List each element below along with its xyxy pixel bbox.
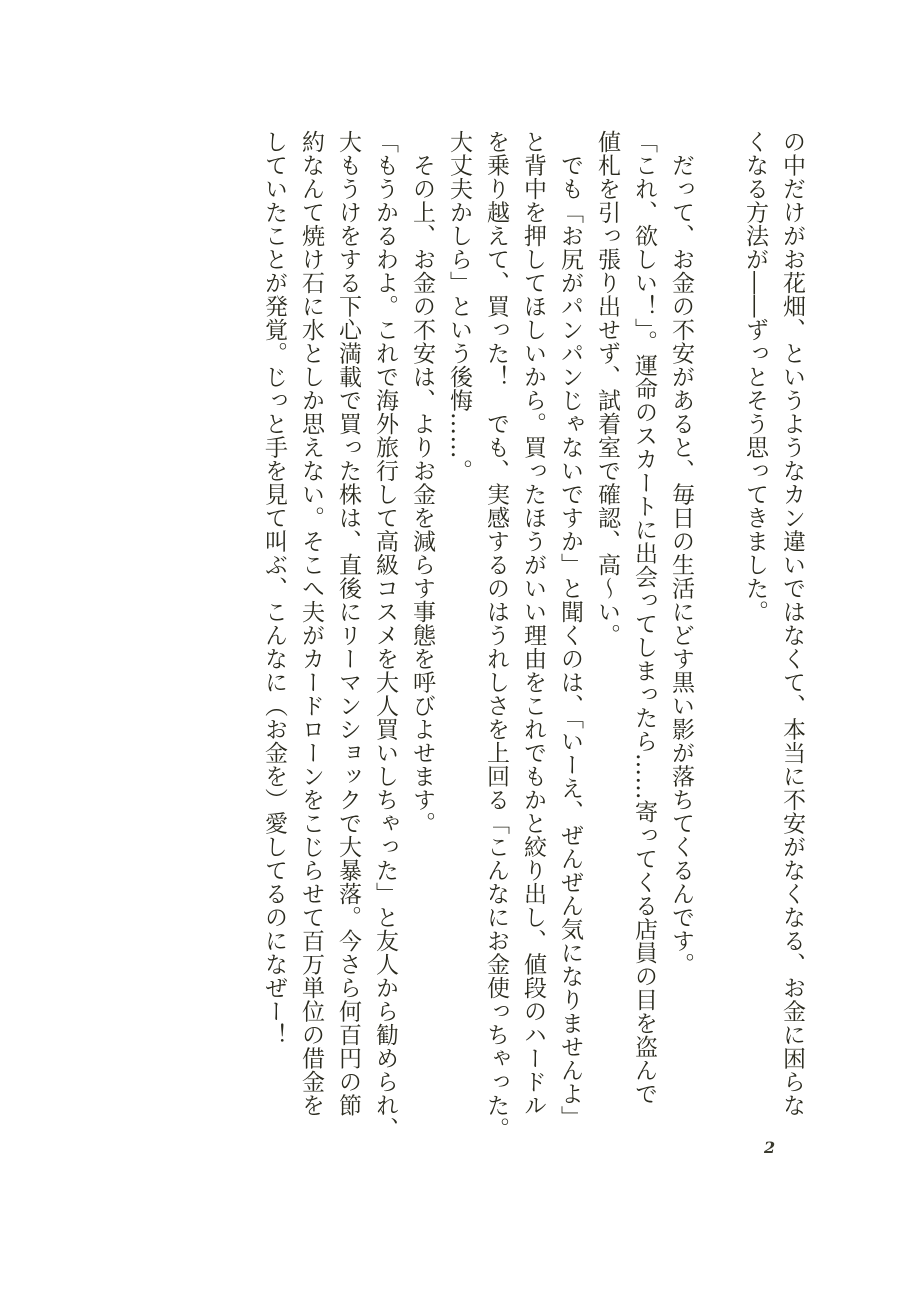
blank-line bbox=[699, 130, 736, 1050]
text-line: 大丈夫かしら」という後悔……。 bbox=[446, 130, 472, 483]
text-line: 「もうかるわよ。これで海外旅行して高級コスメを大人買いしちゃった」と友人から勧められ、 bbox=[372, 130, 398, 1141]
text-line: だって、お金の不安があると、毎日の生活にどす黒い影が落ちてくるんです。 bbox=[668, 130, 694, 976]
text-line: 値札を引っ張り出せず、試着室で確認、高〜い。 bbox=[594, 130, 620, 647]
vertical-text-body bbox=[195, 130, 810, 1141]
text-line: でも「お尻がパンパンじゃないですか」と聞くのは、「いーえ、ぜんぜん気になりませんよ」 bbox=[557, 130, 583, 1129]
page-number: 2 bbox=[764, 1138, 776, 1157]
text-line: 「これ、欲しい！」。運命のスカートに出会ってしまったら……寄ってくる店員の目を盗んで bbox=[631, 130, 657, 1106]
text-line: の中だけがお花畑、というようなカン違いではなくて、本当に不安がなくなる、お金に困らな bbox=[779, 130, 805, 1117]
text-line: その上、お金の不安は、よりお金を減らす事態を呼びよせます。 bbox=[409, 130, 435, 835]
text-line: 大もうけをする下心満載で買った株は、直後にリーマンショックで大暴落。今さら何百円の節 bbox=[335, 130, 361, 1117]
text-line: くなる方法が――ずっとそう思ってきました。 bbox=[742, 130, 768, 624]
text-line: と背中を押してほしいから。買ったほうがいい理由をこれでもかと絞り出し、値段のハードル bbox=[520, 130, 546, 1117]
text-line: を乗り越えて、買った！ でも、実感するのはうれしさを上回る「こんなにお金使っちゃった。 bbox=[483, 130, 509, 1141]
text-line: 約なんて焼け石に水としか思えない。そこへ夫がカードローンをこじらせて百万単位の借金を bbox=[298, 130, 324, 1117]
text-line: していたことが発覚。じっと手を見て叫ぶ、こんなに（お金を）愛してるのになぜー！ bbox=[261, 130, 287, 1047]
